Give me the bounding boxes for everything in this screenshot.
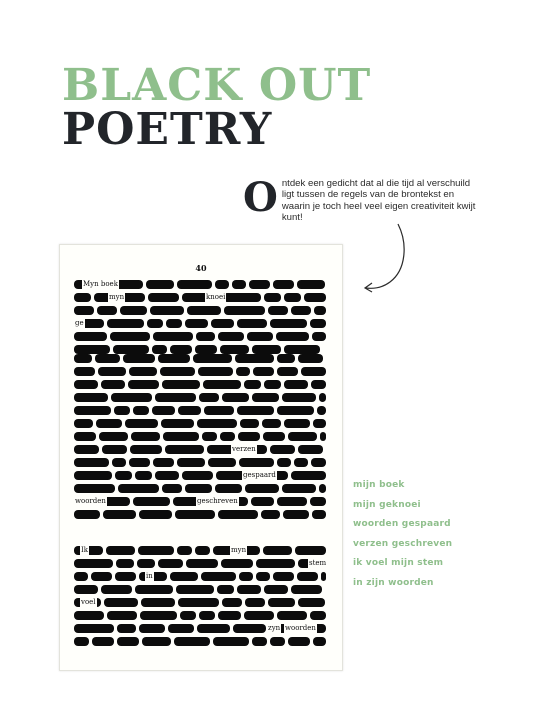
redaction-bar <box>297 572 318 581</box>
redaction-bar <box>321 572 326 581</box>
blackout-line <box>60 366 342 378</box>
redaction-bar <box>174 637 210 646</box>
redaction-bar <box>311 380 326 389</box>
redaction-bar <box>282 484 316 493</box>
redaction-bar <box>233 624 266 633</box>
redaction-bar <box>301 367 326 376</box>
redaction-bar <box>74 559 113 568</box>
redaction-bar <box>166 319 182 328</box>
redaction-bar <box>304 293 326 302</box>
blackout-line <box>60 597 342 609</box>
kept-word: gespaard <box>243 471 276 479</box>
redaction-bar <box>268 306 288 315</box>
redaction-bar <box>102 445 127 454</box>
redaction-bar <box>185 484 212 493</box>
title-line-1: BLACK OUT <box>62 60 372 111</box>
redaction-bar <box>288 637 310 646</box>
blackout-line <box>60 279 342 291</box>
redaction-bar <box>235 354 274 363</box>
redaction-bar <box>245 484 279 493</box>
redaction-bar <box>135 471 152 480</box>
blackout-line <box>60 405 342 417</box>
redaction-bar <box>251 497 274 506</box>
redaction-bar <box>111 393 152 402</box>
redaction-bar <box>138 546 174 555</box>
redaction-bar <box>222 598 242 607</box>
redaction-bar <box>268 598 295 607</box>
redaction-bar <box>139 624 165 633</box>
redaction-bar <box>98 367 126 376</box>
redaction-bar <box>294 458 308 467</box>
redaction-bar <box>120 306 147 315</box>
redaction-bar <box>158 354 190 363</box>
redaction-bar <box>284 293 301 302</box>
redaction-bar <box>153 332 193 341</box>
kept-word: woorden <box>75 497 106 505</box>
redaction-bar <box>158 559 183 568</box>
blackout-line <box>60 305 342 317</box>
redaction-bar <box>92 637 114 646</box>
page-number: 40 <box>195 263 207 273</box>
redaction-bar <box>317 406 326 415</box>
redaction-bar <box>277 367 298 376</box>
redaction-bar <box>310 497 326 506</box>
blackout-line <box>60 623 342 635</box>
redaction-bar <box>223 293 261 302</box>
blackout-line <box>60 470 342 482</box>
poem-line: mijn boek <box>353 480 405 490</box>
redaction-bar <box>182 471 213 480</box>
poem-line: in zijn woorden <box>353 577 434 588</box>
redaction-bar <box>74 471 112 480</box>
redaction-bar <box>74 445 99 454</box>
redaction-bar <box>237 319 267 328</box>
redaction-bar <box>101 380 125 389</box>
redaction-bar <box>237 585 261 594</box>
redaction-bar <box>199 393 219 402</box>
redaction-bar <box>140 611 177 620</box>
redaction-bar <box>133 406 149 415</box>
redaction-bar <box>178 406 201 415</box>
redaction-bar <box>273 280 294 289</box>
redaction-bar <box>129 458 150 467</box>
redaction-bar <box>232 280 246 289</box>
redaction-bar <box>291 306 311 315</box>
redaction-bar <box>160 367 195 376</box>
redaction-bar <box>270 319 307 328</box>
redaction-bar <box>141 598 175 607</box>
redaction-bar <box>155 393 196 402</box>
redaction-bar <box>74 393 108 402</box>
intro-dropcap: O <box>243 173 278 221</box>
redaction-bar <box>131 432 160 441</box>
redaction-bar <box>319 484 326 493</box>
blackout-line <box>60 418 342 430</box>
redaction-bar <box>115 471 132 480</box>
redaction-bar <box>180 611 196 620</box>
redaction-bar <box>239 572 253 581</box>
intro-paragraph <box>243 173 483 224</box>
redaction-bar <box>208 458 236 467</box>
redaction-bar <box>238 432 260 441</box>
redaction-bar <box>147 319 163 328</box>
poem-line: woorden gespaard <box>353 519 451 529</box>
redaction-bar <box>116 559 134 568</box>
redaction-bar <box>114 406 130 415</box>
blackout-line <box>60 431 342 443</box>
redaction-bar <box>284 419 310 428</box>
redaction-bar <box>178 598 219 607</box>
redaction-bar <box>193 354 232 363</box>
redaction-bar <box>199 611 215 620</box>
redaction-bar <box>312 510 326 519</box>
redaction-bar <box>74 585 98 594</box>
redaction-bar <box>277 611 307 620</box>
redaction-bar <box>185 319 208 328</box>
blackout-line <box>60 292 342 304</box>
redaction-bar <box>256 572 270 581</box>
kept-word: woorden <box>285 624 316 632</box>
redaction-bar <box>298 445 323 454</box>
redaction-bar <box>74 484 115 493</box>
redaction-bar <box>282 393 316 402</box>
redaction-bar <box>177 458 205 467</box>
kept-word: Myn boek <box>83 280 118 288</box>
redaction-bar <box>284 380 308 389</box>
redaction-bar <box>152 406 175 415</box>
redaction-bar <box>288 432 317 441</box>
redaction-bar <box>74 458 109 467</box>
redaction-bar <box>276 332 309 341</box>
kept-word: zyn <box>268 624 281 632</box>
redaction-bar <box>270 637 285 646</box>
redaction-bar <box>311 458 326 467</box>
redaction-bar <box>101 585 132 594</box>
redaction-bar <box>74 419 93 428</box>
redaction-bar <box>163 432 199 441</box>
redaction-bar <box>150 306 184 315</box>
redaction-bar <box>262 419 281 428</box>
kept-word: Ik <box>81 546 89 554</box>
blackout-page <box>59 244 343 671</box>
redaction-bar <box>186 559 218 568</box>
redaction-bar <box>237 406 274 415</box>
blackout-line <box>60 636 342 648</box>
redaction-bar <box>320 432 326 441</box>
redaction-bar <box>74 367 95 376</box>
redaction-bar <box>277 458 291 467</box>
redaction-bar <box>201 572 236 581</box>
redaction-bar <box>74 611 104 620</box>
kept-word: myn <box>109 293 125 301</box>
blackout-line <box>60 457 342 469</box>
redaction-bar <box>176 585 214 594</box>
blackout-line <box>60 545 342 557</box>
poem-line: mijn geknoei <box>353 499 421 510</box>
blackout-line <box>60 584 342 596</box>
redaction-bar <box>239 458 274 467</box>
redaction-bar <box>218 510 258 519</box>
redaction-bar <box>74 406 111 415</box>
redaction-bar <box>253 367 274 376</box>
redaction-bar <box>177 546 192 555</box>
redaction-bar <box>252 393 279 402</box>
redaction-bar <box>148 293 179 302</box>
title-line-2: POETRY <box>62 104 273 155</box>
redaction-bar <box>107 611 137 620</box>
redaction-bar <box>277 497 307 506</box>
redaction-bar <box>135 585 173 594</box>
redaction-bar <box>204 406 234 415</box>
redaction-bar <box>74 354 92 363</box>
redaction-bar <box>74 332 107 341</box>
kept-word: ge <box>75 319 84 327</box>
blackout-line <box>60 483 342 495</box>
redaction-bar <box>168 624 194 633</box>
blackout-line <box>60 496 342 508</box>
redaction-bar <box>312 332 326 341</box>
redaction-bar <box>155 471 179 480</box>
poem <box>353 476 452 593</box>
kept-word: geschreven <box>197 497 238 505</box>
redaction-bar <box>273 572 294 581</box>
redaction-bar <box>217 585 234 594</box>
redaction-bar <box>117 637 139 646</box>
redaction-bar <box>162 484 182 493</box>
redaction-bar <box>220 432 235 441</box>
redaction-bar <box>104 598 138 607</box>
redaction-bar <box>162 380 200 389</box>
blackout-line <box>60 379 342 391</box>
redaction-bar <box>314 306 326 315</box>
poem-line: verzen geschreven <box>353 538 453 549</box>
redaction-bar <box>175 510 215 519</box>
redaction-bar <box>298 354 323 363</box>
redaction-bar <box>106 546 135 555</box>
redaction-bar <box>177 280 212 289</box>
redaction-bar <box>291 471 326 480</box>
kept-word: in <box>146 572 153 580</box>
redaction-bar <box>252 637 267 646</box>
blackout-line <box>60 331 342 343</box>
redaction-bar <box>215 280 229 289</box>
blackout-line <box>60 392 342 404</box>
curved-arrow-icon <box>360 222 410 294</box>
redaction-bar <box>74 432 96 441</box>
redaction-bar <box>240 419 259 428</box>
redaction-bar <box>146 280 174 289</box>
redaction-bar <box>117 624 136 633</box>
redaction-bar <box>129 367 157 376</box>
blackout-line <box>60 353 342 365</box>
redaction-bar <box>197 624 230 633</box>
kept-word: voel <box>81 598 96 606</box>
redaction-bar <box>256 559 295 568</box>
redaction-bar <box>297 280 325 289</box>
redaction-bar <box>74 637 89 646</box>
redaction-bar <box>313 637 326 646</box>
redaction-bar <box>277 406 314 415</box>
kept-word: stem <box>309 559 327 567</box>
redaction-bar <box>139 510 172 519</box>
redaction-bar <box>142 637 171 646</box>
redaction-bar <box>125 419 158 428</box>
redaction-bar <box>118 484 159 493</box>
redaction-bar <box>95 354 120 363</box>
redaction-bar <box>222 393 249 402</box>
blackout-line <box>60 610 342 622</box>
blackout-line <box>60 558 342 570</box>
redaction-bar <box>298 598 325 607</box>
redaction-bar <box>244 611 274 620</box>
redaction-bar <box>128 380 159 389</box>
redaction-bar <box>130 445 162 454</box>
redaction-bar <box>202 432 217 441</box>
poem-line: ik voel mijn stem <box>353 558 444 568</box>
redaction-bar <box>263 546 292 555</box>
redaction-bar <box>137 559 155 568</box>
redaction-bar <box>195 546 210 555</box>
redaction-bar <box>74 624 114 633</box>
redaction-bar <box>310 611 326 620</box>
redaction-bar <box>170 572 198 581</box>
redaction-bar <box>264 585 288 594</box>
redaction-bar <box>313 419 326 428</box>
redaction-bar <box>249 280 270 289</box>
redaction-bar <box>270 445 295 454</box>
redaction-bar <box>74 306 94 315</box>
redaction-bar <box>197 419 237 428</box>
redaction-bar <box>161 419 194 428</box>
redaction-bar <box>115 572 136 581</box>
redaction-bar <box>74 293 91 302</box>
redaction-bar <box>319 393 326 402</box>
redaction-bar <box>264 293 281 302</box>
redaction-bar <box>211 319 234 328</box>
redaction-bar <box>236 367 250 376</box>
redaction-bar <box>198 367 233 376</box>
blackout-line <box>60 444 342 456</box>
redaction-bar <box>196 332 215 341</box>
redaction-bar <box>91 572 112 581</box>
kept-word: myn <box>231 546 247 554</box>
redaction-bar <box>213 637 249 646</box>
redaction-bar <box>218 332 244 341</box>
redaction-bar <box>133 497 170 506</box>
redaction-bar <box>115 280 143 289</box>
blackout-line <box>60 509 342 521</box>
redaction-bar <box>74 510 100 519</box>
redaction-bar <box>277 354 295 363</box>
redaction-bar <box>123 354 155 363</box>
redaction-bar <box>165 445 204 454</box>
redaction-bar <box>291 585 322 594</box>
redaction-bar <box>107 319 144 328</box>
redaction-bar <box>218 611 241 620</box>
redaction-bar <box>112 458 126 467</box>
blackout-line <box>60 571 342 583</box>
redaction-bar <box>283 510 309 519</box>
redaction-bar <box>264 380 281 389</box>
redaction-bar <box>215 484 242 493</box>
redaction-bar <box>97 306 117 315</box>
redaction-bar <box>221 559 253 568</box>
redaction-bar <box>74 572 88 581</box>
redaction-bar <box>310 319 326 328</box>
redaction-bar <box>103 510 136 519</box>
redaction-bar <box>110 332 150 341</box>
redaction-bar <box>153 458 174 467</box>
redaction-bar <box>203 380 241 389</box>
redaction-bar <box>74 380 98 389</box>
intro-text: ntdek een gedicht dat al die tijd al verschuild ligt tussen de regels van de brontekst en waarin je toch heel veel eigen creativiteit kwijt kunt! <box>281 177 476 224</box>
redaction-bar <box>96 419 122 428</box>
redaction-bar <box>263 432 285 441</box>
redaction-bar <box>224 306 265 315</box>
kept-word: knoei <box>206 293 226 301</box>
redaction-bar <box>244 380 261 389</box>
redaction-bar <box>261 510 280 519</box>
kept-word: verzen <box>232 445 256 453</box>
redaction-bar <box>99 432 128 441</box>
redaction-bar <box>187 306 221 315</box>
blackout-line <box>60 318 342 330</box>
redaction-bar <box>295 546 326 555</box>
redaction-bar <box>245 598 265 607</box>
redaction-bar <box>247 332 273 341</box>
